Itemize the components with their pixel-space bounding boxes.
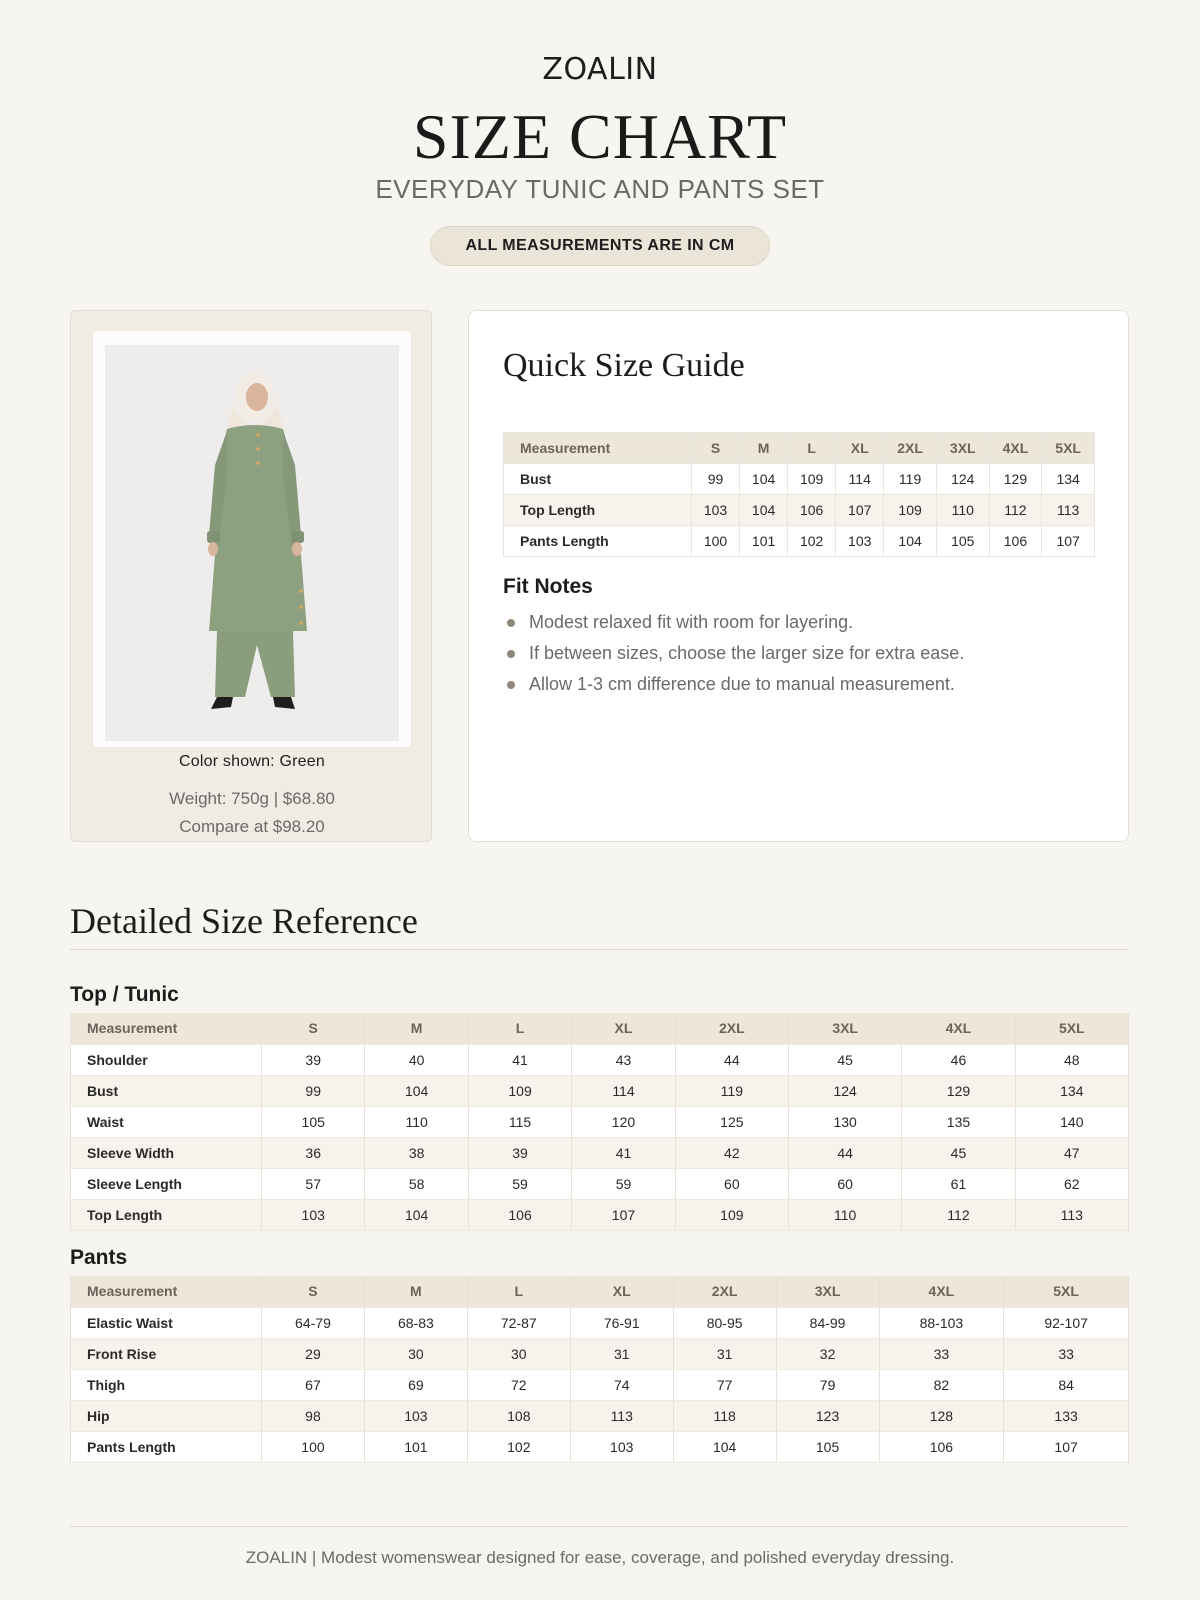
table-cell: 112 — [902, 1199, 1015, 1230]
table-cell: 69 — [364, 1369, 467, 1400]
table-cell: 133 — [1004, 1400, 1129, 1431]
divider — [70, 1526, 1129, 1527]
table-cell: 103 — [836, 526, 884, 557]
table-cell: 107 — [836, 495, 884, 526]
table-cell: 107 — [1042, 526, 1095, 557]
table-cell: 106 — [468, 1199, 571, 1230]
table-cell: 106 — [989, 526, 1042, 557]
bullet-icon — [507, 681, 515, 689]
table-row — [71, 1338, 1129, 1369]
table-cell: 88-103 — [879, 1307, 1004, 1338]
table-cell: 31 — [570, 1338, 673, 1369]
pants-label: Pants — [70, 1246, 128, 1269]
table-cell: 77 — [673, 1369, 776, 1400]
table-cell: 45 — [789, 1044, 902, 1075]
table-cell: 68-83 — [364, 1307, 467, 1338]
table-cell: 109 — [675, 1199, 788, 1230]
column-header-size: XL — [836, 433, 884, 464]
model-illustration — [105, 345, 399, 741]
table-cell: 114 — [836, 464, 884, 495]
table-cell: 109 — [468, 1075, 571, 1106]
fit-notes-list — [507, 607, 964, 700]
table-row — [504, 526, 1095, 557]
table-cell: 104 — [673, 1431, 776, 1462]
table-cell: 112 — [989, 495, 1042, 526]
row-label: Top Length — [504, 495, 692, 526]
row-label: Pants Length — [504, 526, 692, 557]
table-cell: 61 — [902, 1168, 1015, 1199]
color-shown-label: Color shown: Green — [179, 753, 325, 770]
table-row — [71, 1168, 1129, 1199]
row-label: Pants Length — [71, 1431, 262, 1462]
table-cell: 107 — [1004, 1431, 1129, 1462]
table-cell: 113 — [1015, 1199, 1128, 1230]
table-cell: 39 — [262, 1044, 365, 1075]
column-header-size: S — [692, 433, 740, 464]
table-cell: 99 — [262, 1075, 365, 1106]
table-cell: 31 — [673, 1338, 776, 1369]
table-cell: 140 — [1015, 1106, 1128, 1137]
table-cell: 102 — [467, 1431, 570, 1462]
fit-note — [507, 669, 964, 700]
table-cell: 118 — [673, 1400, 776, 1431]
table-cell: 109 — [788, 464, 836, 495]
table-row — [504, 464, 1095, 495]
column-header-measurement: Measurement — [71, 1276, 262, 1307]
units-badge: ALL MEASUREMENTS ARE IN CM — [430, 226, 770, 266]
top-tunic-label: Top / Tunic — [70, 983, 179, 1006]
table-cell: 67 — [262, 1369, 365, 1400]
column-header-size: 3XL — [936, 433, 989, 464]
table-cell: 104 — [365, 1199, 468, 1230]
table-cell: 64-79 — [262, 1307, 365, 1338]
row-label: Bust — [71, 1075, 262, 1106]
fit-note-text: Modest relaxed fit with room for layering. — [529, 612, 854, 632]
column-header-size: S — [262, 1276, 365, 1307]
column-header-size: 5XL — [1015, 1013, 1128, 1044]
product-card — [70, 310, 432, 842]
table-cell: 30 — [467, 1338, 570, 1369]
table-cell: 110 — [789, 1199, 902, 1230]
table-cell: 104 — [740, 464, 788, 495]
column-header-size: 4XL — [879, 1276, 1004, 1307]
column-header-size: 5XL — [1042, 433, 1095, 464]
fit-note — [507, 638, 964, 669]
product-photo — [105, 345, 399, 741]
table-cell: 104 — [884, 526, 937, 557]
column-header-size: 3XL — [776, 1276, 879, 1307]
row-label: Waist — [71, 1106, 262, 1137]
table-cell: 134 — [1042, 464, 1095, 495]
table-cell: 110 — [365, 1106, 468, 1137]
table-cell: 115 — [468, 1106, 571, 1137]
column-header-size: 2XL — [884, 433, 937, 464]
table-cell: 29 — [262, 1338, 365, 1369]
table-cell: 48 — [1015, 1044, 1128, 1075]
table-cell: 44 — [675, 1044, 788, 1075]
table-cell: 44 — [789, 1137, 902, 1168]
table-cell: 41 — [572, 1137, 675, 1168]
table-row — [504, 495, 1095, 526]
row-label: Front Rise — [71, 1338, 262, 1369]
divider — [70, 949, 1129, 950]
table-cell: 108 — [467, 1400, 570, 1431]
quick-size-guide-card — [468, 310, 1129, 842]
quick-size-table — [503, 432, 1095, 557]
table-cell: 104 — [365, 1075, 468, 1106]
table-cell: 84 — [1004, 1369, 1129, 1400]
row-label: Sleeve Width — [71, 1137, 262, 1168]
table-cell: 60 — [675, 1168, 788, 1199]
column-header-size: 5XL — [1004, 1276, 1129, 1307]
table-cell: 119 — [884, 464, 937, 495]
row-label: Thigh — [71, 1369, 262, 1400]
table-cell: 103 — [692, 495, 740, 526]
table-cell: 98 — [262, 1400, 365, 1431]
table-row — [71, 1199, 1129, 1230]
fit-notes-title: Fit Notes — [503, 575, 593, 598]
table-cell: 57 — [262, 1168, 365, 1199]
table-row — [71, 1400, 1129, 1431]
table-row — [71, 1044, 1129, 1075]
column-header-size: L — [468, 1013, 571, 1044]
table-cell: 100 — [262, 1431, 365, 1462]
table-cell: 39 — [468, 1137, 571, 1168]
table-cell: 125 — [675, 1106, 788, 1137]
table-cell: 105 — [776, 1431, 879, 1462]
column-header-size: XL — [570, 1276, 673, 1307]
row-label: Hip — [71, 1400, 262, 1431]
table-cell: 114 — [572, 1075, 675, 1106]
pants-table — [70, 1276, 1129, 1463]
table-cell: 103 — [262, 1199, 365, 1230]
table-cell: 129 — [902, 1075, 1015, 1106]
footer-text: ZOALIN | Modest womenswear designed for ease, coverage, and polished everyday dressing. — [245, 1548, 955, 1567]
bullet-icon — [507, 650, 515, 658]
weight-price: Weight: 750g | $68.80 — [169, 789, 335, 808]
column-header-size: M — [364, 1276, 467, 1307]
table-cell: 124 — [936, 464, 989, 495]
table-cell: 59 — [572, 1168, 675, 1199]
table-cell: 41 — [468, 1044, 571, 1075]
table-cell: 36 — [262, 1137, 365, 1168]
row-label: Bust — [504, 464, 692, 495]
table-cell: 72-87 — [467, 1307, 570, 1338]
table-cell: 128 — [879, 1400, 1004, 1431]
column-header-size: XL — [572, 1013, 675, 1044]
table-cell: 104 — [740, 495, 788, 526]
table-cell: 107 — [572, 1199, 675, 1230]
row-label: Top Length — [71, 1199, 262, 1230]
table-cell: 72 — [467, 1369, 570, 1400]
table-header-row — [71, 1013, 1129, 1044]
table-cell: 45 — [902, 1137, 1015, 1168]
row-label: Elastic Waist — [71, 1307, 262, 1338]
table-cell: 74 — [570, 1369, 673, 1400]
table-cell: 101 — [364, 1431, 467, 1462]
row-label: Sleeve Length — [71, 1168, 262, 1199]
table-row — [71, 1137, 1129, 1168]
fit-note-text: If between sizes, choose the larger size for extra ease. — [529, 643, 965, 663]
column-header-size: L — [467, 1276, 570, 1307]
table-cell: 82 — [879, 1369, 1004, 1400]
photo-frame — [93, 331, 411, 747]
table-cell: 119 — [675, 1075, 788, 1106]
table-cell: 76-91 — [570, 1307, 673, 1338]
column-header-size: L — [788, 433, 836, 464]
column-header-size: S — [262, 1013, 365, 1044]
table-header-row — [71, 1276, 1129, 1307]
table-cell: 59 — [468, 1168, 571, 1199]
compare-price: Compare at $98.20 — [179, 817, 325, 836]
table-row — [71, 1106, 1129, 1137]
table-cell: 42 — [675, 1137, 788, 1168]
fit-note — [507, 607, 964, 638]
table-cell: 80-95 — [673, 1307, 776, 1338]
column-header-size: 4XL — [989, 433, 1042, 464]
table-cell: 120 — [572, 1106, 675, 1137]
table-cell: 135 — [902, 1106, 1015, 1137]
table-cell: 105 — [262, 1106, 365, 1137]
page-subtitle: EVERYDAY TUNIC AND PANTS SET — [375, 174, 825, 204]
table-cell: 60 — [789, 1168, 902, 1199]
table-cell: 40 — [365, 1044, 468, 1075]
table-cell: 47 — [1015, 1137, 1128, 1168]
column-header-size: 4XL — [902, 1013, 1015, 1044]
column-header-size: 2XL — [673, 1276, 776, 1307]
table-cell: 58 — [365, 1168, 468, 1199]
table-cell: 113 — [570, 1400, 673, 1431]
table-cell: 134 — [1015, 1075, 1128, 1106]
table-cell: 33 — [1004, 1338, 1129, 1369]
table-row — [71, 1307, 1129, 1338]
row-label: Shoulder — [71, 1044, 262, 1075]
column-header-measurement: Measurement — [504, 433, 692, 464]
table-cell: 103 — [364, 1400, 467, 1431]
fit-note-text: Allow 1-3 cm difference due to manual measurement. — [529, 674, 955, 694]
table-cell: 110 — [936, 495, 989, 526]
top-tunic-table — [70, 1013, 1129, 1231]
table-header-row — [504, 433, 1095, 464]
column-header-size: 3XL — [789, 1013, 902, 1044]
brand-name: ZOALIN — [542, 52, 658, 87]
column-header-measurement: Measurement — [71, 1013, 262, 1044]
table-cell: 123 — [776, 1400, 879, 1431]
table-row — [71, 1431, 1129, 1462]
table-cell: 101 — [740, 526, 788, 557]
table-cell: 113 — [1042, 495, 1095, 526]
table-cell: 79 — [776, 1369, 879, 1400]
table-cell: 100 — [692, 526, 740, 557]
table-cell: 62 — [1015, 1168, 1128, 1199]
table-cell: 130 — [789, 1106, 902, 1137]
table-cell: 32 — [776, 1338, 879, 1369]
table-cell: 124 — [789, 1075, 902, 1106]
table-row — [71, 1075, 1129, 1106]
table-cell: 92-107 — [1004, 1307, 1129, 1338]
table-cell: 106 — [788, 495, 836, 526]
table-row — [71, 1369, 1129, 1400]
table-cell: 106 — [879, 1431, 1004, 1462]
table-cell: 102 — [788, 526, 836, 557]
bullet-icon — [507, 619, 515, 627]
table-cell: 46 — [902, 1044, 1015, 1075]
column-header-size: 2XL — [675, 1013, 788, 1044]
table-cell: 103 — [570, 1431, 673, 1462]
table-cell: 30 — [364, 1338, 467, 1369]
table-cell: 129 — [989, 464, 1042, 495]
quick-guide-title: Quick Size Guide — [503, 347, 745, 384]
column-header-size: M — [740, 433, 788, 464]
table-cell: 43 — [572, 1044, 675, 1075]
page-title: SIZE CHART — [412, 101, 788, 172]
detailed-reference-title: Detailed Size Reference — [70, 901, 418, 941]
table-cell: 33 — [879, 1338, 1004, 1369]
table-cell: 84-99 — [776, 1307, 879, 1338]
table-cell: 109 — [884, 495, 937, 526]
table-cell: 105 — [936, 526, 989, 557]
column-header-size: M — [365, 1013, 468, 1044]
table-cell: 38 — [365, 1137, 468, 1168]
table-cell: 99 — [692, 464, 740, 495]
